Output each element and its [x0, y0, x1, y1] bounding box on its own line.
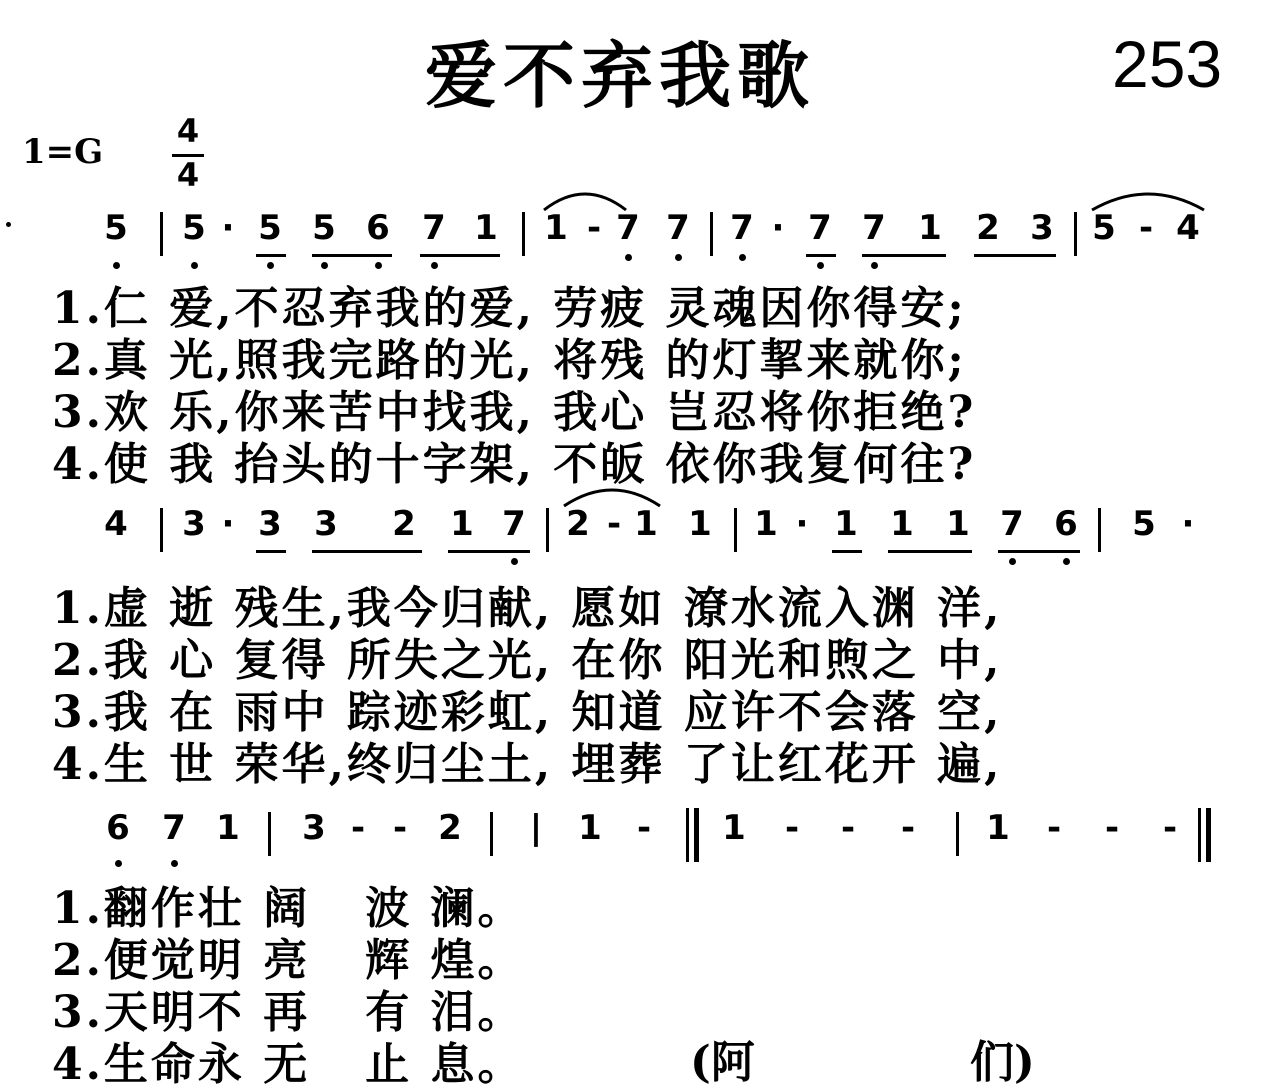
- octave-dot: [191, 262, 198, 269]
- note: 1: [544, 208, 568, 248]
- note: 6: [366, 208, 390, 248]
- time-signature-top: 4: [176, 112, 200, 150]
- slur: [540, 184, 630, 214]
- note: 5: [1092, 208, 1116, 248]
- octave-dot: [1009, 558, 1016, 565]
- dash: -: [1046, 808, 1062, 848]
- barline: [160, 508, 163, 552]
- note: 5: [182, 208, 206, 248]
- barline: [1074, 212, 1077, 256]
- note: 2: [566, 504, 590, 544]
- octave-dot: [817, 262, 824, 269]
- dash: -: [900, 808, 916, 848]
- dash: -: [1138, 208, 1154, 248]
- note: 6: [106, 808, 130, 848]
- octave-dot: [625, 254, 632, 261]
- beam: [312, 550, 422, 553]
- dot: ·: [795, 504, 809, 544]
- lyric-line: 4.生命永 无 止 息。: [52, 1039, 525, 1090]
- note: 5: [312, 208, 336, 248]
- barline: [490, 812, 493, 856]
- note: 2: [438, 808, 462, 848]
- dash: -: [586, 208, 602, 248]
- lyric-line: 2.我 心 复得 所失之光, 在你 阳光和煦之 中,: [52, 635, 1003, 686]
- note: 3: [314, 504, 338, 544]
- note: 1: [986, 808, 1010, 848]
- note: 7: [808, 208, 832, 248]
- note: 5: [104, 208, 128, 248]
- dash: 1: [578, 808, 602, 848]
- note: 7: [422, 208, 446, 248]
- note: |: [529, 808, 543, 848]
- barline: [522, 212, 525, 256]
- note: 1: [918, 208, 942, 248]
- beam: [974, 254, 1056, 257]
- note: 2: [392, 504, 416, 544]
- note: 2: [976, 208, 1000, 248]
- octave-dot: [113, 262, 120, 269]
- lyric-line: 4.生 世 荣华,终归尘土, 埋葬 了让红花开 遍,: [52, 739, 1003, 790]
- beam: [862, 254, 946, 257]
- note: 7: [162, 808, 186, 848]
- note: 7: [862, 208, 886, 248]
- beam: [888, 550, 972, 553]
- dot: ·: [221, 208, 235, 248]
- slur: [1088, 184, 1208, 214]
- amen-open: (阿: [690, 1037, 755, 1088]
- note: 1: [474, 208, 498, 248]
- octave-dot: [1063, 558, 1070, 565]
- note: 6: [1054, 504, 1078, 544]
- note: 7: [730, 208, 754, 248]
- dot: ·: [221, 504, 235, 544]
- lyric-line: 4.使 我 抬头的十字架, 不皈 依你我复何往?: [52, 439, 977, 490]
- barline-thick: [1206, 808, 1211, 862]
- time-signature-bottom: 4: [176, 156, 200, 194]
- barline: [710, 212, 713, 256]
- note: 3: [258, 504, 282, 544]
- octave-dot: [511, 558, 518, 565]
- lyric-line: 1.翻作壮 阔 波 澜。: [52, 883, 525, 934]
- lyric-line: 3.天明不 再 有 泪。: [52, 987, 525, 1038]
- beam: [420, 254, 500, 257]
- note: 7: [1000, 504, 1024, 544]
- amen-close: 们): [970, 1037, 1035, 1088]
- dash: -: [1162, 808, 1178, 848]
- dash: -: [636, 808, 652, 848]
- lyric-line: 2.便觉明 亮 辉 煌。: [52, 935, 525, 986]
- note: 1: [450, 504, 474, 544]
- note: 5: [258, 208, 282, 248]
- octave-dot: [871, 262, 878, 269]
- barline: [686, 808, 689, 862]
- staff-3-notes: [0, 808, 1280, 878]
- lyric-line: 1.仁 爱,不忍弃我的爱, 劳疲 灵魂因你得安;: [52, 283, 967, 334]
- beam: [448, 550, 530, 553]
- barline: [546, 508, 549, 552]
- barline: [268, 812, 271, 856]
- hymn-title: 爱不弃我歌: [424, 34, 815, 118]
- barline: [160, 212, 163, 256]
- beam: [998, 550, 1080, 553]
- lyric-line: 3.欢 乐,你来苦中找我, 我心 岂忍将你拒绝?: [52, 387, 977, 438]
- staff-2-notes: [0, 504, 1280, 574]
- barline: [1098, 508, 1101, 552]
- dash: -: [784, 808, 800, 848]
- note: 1: [946, 504, 970, 544]
- barline: [734, 508, 737, 552]
- key-signature: 1=G: [22, 132, 104, 172]
- note: 1: [834, 504, 858, 544]
- note: 4: [104, 504, 128, 544]
- dot: ·: [771, 208, 785, 248]
- lyric-line: 1.虚 逝 残生,我今归献, 愿如 潦水流入渊 洋,: [52, 583, 1003, 634]
- barline: [956, 812, 959, 856]
- note: 1: [216, 808, 240, 848]
- octave-dot: [375, 262, 382, 269]
- octave-dot: [431, 262, 438, 269]
- beam: [832, 550, 862, 553]
- note: 3: [182, 504, 206, 544]
- note: 4: [1176, 208, 1200, 248]
- note: 1: [634, 504, 658, 544]
- note: 3: [302, 808, 326, 848]
- hymn-number: 253: [1112, 27, 1223, 101]
- octave-dot: [171, 860, 178, 867]
- octave-dot: [321, 262, 328, 269]
- beam: [806, 254, 836, 257]
- lyric-line: 3.我 在 雨中 踪迹彩虹, 知道 应许不会落 空,: [52, 687, 1003, 738]
- octave-dot: [267, 262, 274, 269]
- note: 3: [1030, 208, 1054, 248]
- note: 1: [722, 808, 746, 848]
- dash: -: [840, 808, 856, 848]
- note: 5: [1132, 504, 1156, 544]
- barline: [1198, 808, 1201, 862]
- note: 1: [754, 504, 778, 544]
- barline-thick: [694, 808, 699, 862]
- beam: [312, 254, 392, 257]
- lyric-line: 2.真 光,照我完路的光, 将残 的灯挈来就你;: [52, 335, 967, 386]
- note: 1: [688, 504, 712, 544]
- dash: -: [350, 808, 366, 848]
- octave-dot: [739, 254, 746, 261]
- note: 7: [616, 208, 640, 248]
- octave-dot: [675, 254, 682, 261]
- note: 7: [502, 504, 526, 544]
- dot: ·: [1181, 504, 1195, 544]
- slur: [560, 480, 664, 510]
- note: 1: [890, 504, 914, 544]
- dash: -: [1104, 808, 1120, 848]
- beam: [256, 550, 286, 553]
- note: 7: [666, 208, 690, 248]
- beam: [256, 254, 286, 257]
- octave-dot: [115, 860, 122, 867]
- dash: -: [392, 808, 408, 848]
- dash: -: [606, 504, 622, 544]
